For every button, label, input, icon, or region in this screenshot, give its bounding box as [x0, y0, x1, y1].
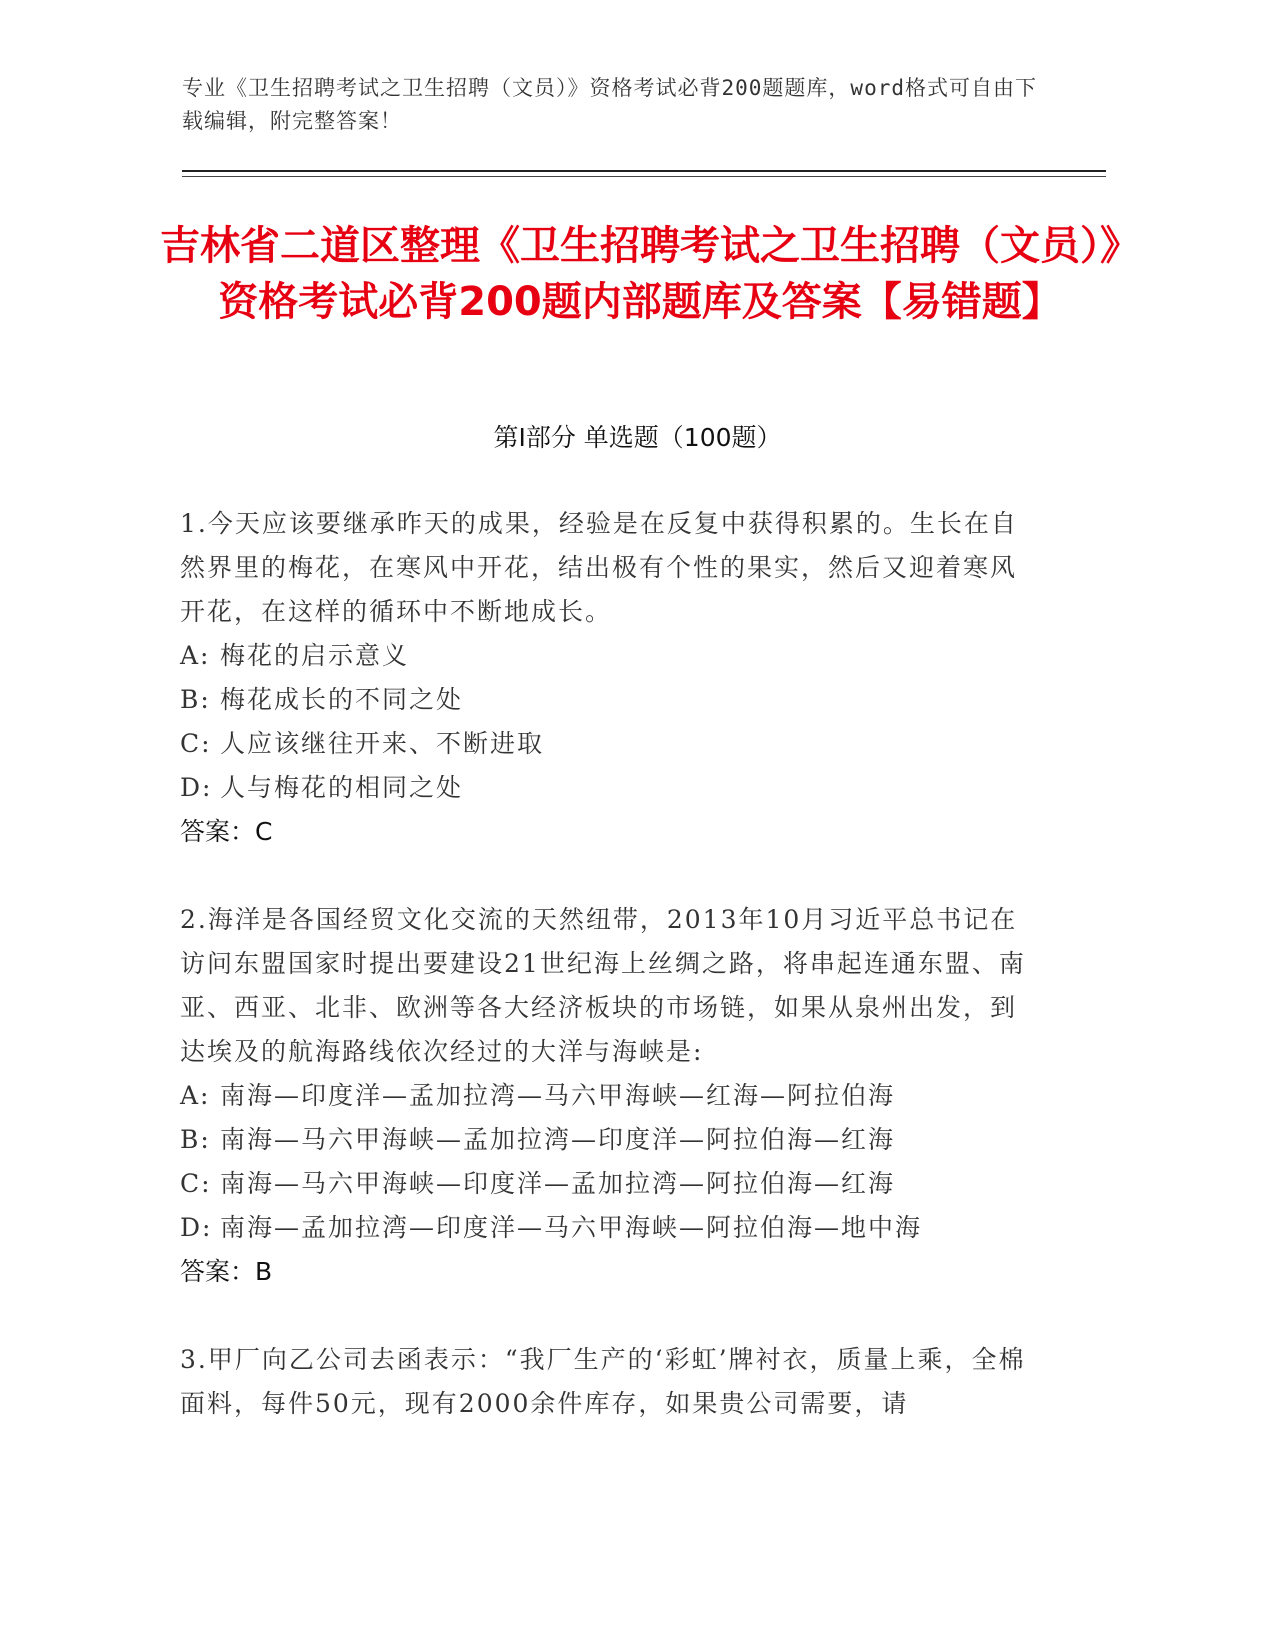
- question-stem: 3.甲厂向乙公司去函表示：“我厂生产的‘彩虹’牌衬衣，质量上乘，全棉面料，每件50元，现有2000余件库存，如果贵公司需要，请: [180, 1345, 1026, 1418]
- question-answer: 答案：B: [180, 1257, 273, 1286]
- option-text: 人与梅花的相同之处: [220, 773, 464, 802]
- option-key: B:: [180, 1125, 211, 1154]
- question-spacer: [180, 1294, 1040, 1338]
- option-text: 人应该继往开来、不断进取: [220, 729, 545, 758]
- question-stem: 2.海洋是各国经贸文化交流的天然纽带，2013年10月习近平总书记在访问东盟国家时提出要建设21世纪海上丝绸之路，将串起连通东盟、南亚、西亚、北非、欧洲等各大经济板块的市场链，如果从泉州出发，到达埃及的航海路线依次经过的大洋与海峡是:: [180, 905, 1026, 1066]
- option-text: 南海—马六甲海峡—孟加拉湾—印度洋—阿拉伯海—红海: [220, 1125, 896, 1154]
- option-c: [180, 722, 1040, 766]
- option-key: A:: [180, 641, 211, 670]
- header-divider-thick: [182, 170, 1106, 172]
- option-text: 南海—印度洋—孟加拉湾—马六甲海峡—红海—阿拉伯海: [220, 1081, 896, 1110]
- question-1: [180, 502, 1040, 854]
- header-note: 专业《卫生招聘考试之卫生招聘（文员）》资格考试必背200题题库，word格式可自由下载编辑，附完整答案！: [182, 76, 1037, 133]
- option-a: [180, 1074, 1040, 1118]
- option-b: [180, 678, 1040, 722]
- option-key: A:: [180, 1081, 211, 1110]
- option-d: [180, 1206, 1040, 1250]
- option-b: [180, 1118, 1040, 1162]
- header-divider-thin: [182, 176, 1106, 177]
- option-key: C:: [180, 729, 212, 758]
- option-key: D:: [180, 1213, 213, 1242]
- question-spacer: [180, 854, 1040, 898]
- option-text: 梅花的启示意义: [220, 641, 410, 670]
- question-answer: 答案：C: [180, 817, 273, 846]
- section-title: 第Ⅰ部分 单选题（100题）: [493, 423, 782, 452]
- option-key: D:: [180, 773, 213, 802]
- option-text: 南海—孟加拉湾—印度洋—马六甲海峡—阿拉伯海—地中海: [220, 1213, 923, 1242]
- option-a: [180, 634, 1040, 678]
- question-2: [180, 898, 1040, 1294]
- option-text: 梅花成长的不同之处: [220, 685, 464, 714]
- option-key: B:: [180, 685, 211, 714]
- document-title: 吉林省二道区整理《卫生招聘考试之卫生招聘（文员）》资格考试必背200题内部题库及答案【易错题】: [160, 223, 1120, 325]
- question-list: [180, 502, 1040, 1426]
- question-stem: 1.今天应该要继承昨天的成果，经验是在反复中获得积累的。生长在自然界里的梅花，在寒风中开花，结出极有个性的果实，然后又迎着寒风开花，在这样的循环中不断地成长。: [180, 509, 1018, 626]
- question-3: [180, 1338, 1040, 1426]
- option-text: 南海—马六甲海峡—印度洋—孟加拉湾—阿拉伯海—红海: [220, 1169, 896, 1198]
- option-d: [180, 766, 1040, 810]
- option-key: C:: [180, 1169, 212, 1198]
- option-c: [180, 1162, 1040, 1206]
